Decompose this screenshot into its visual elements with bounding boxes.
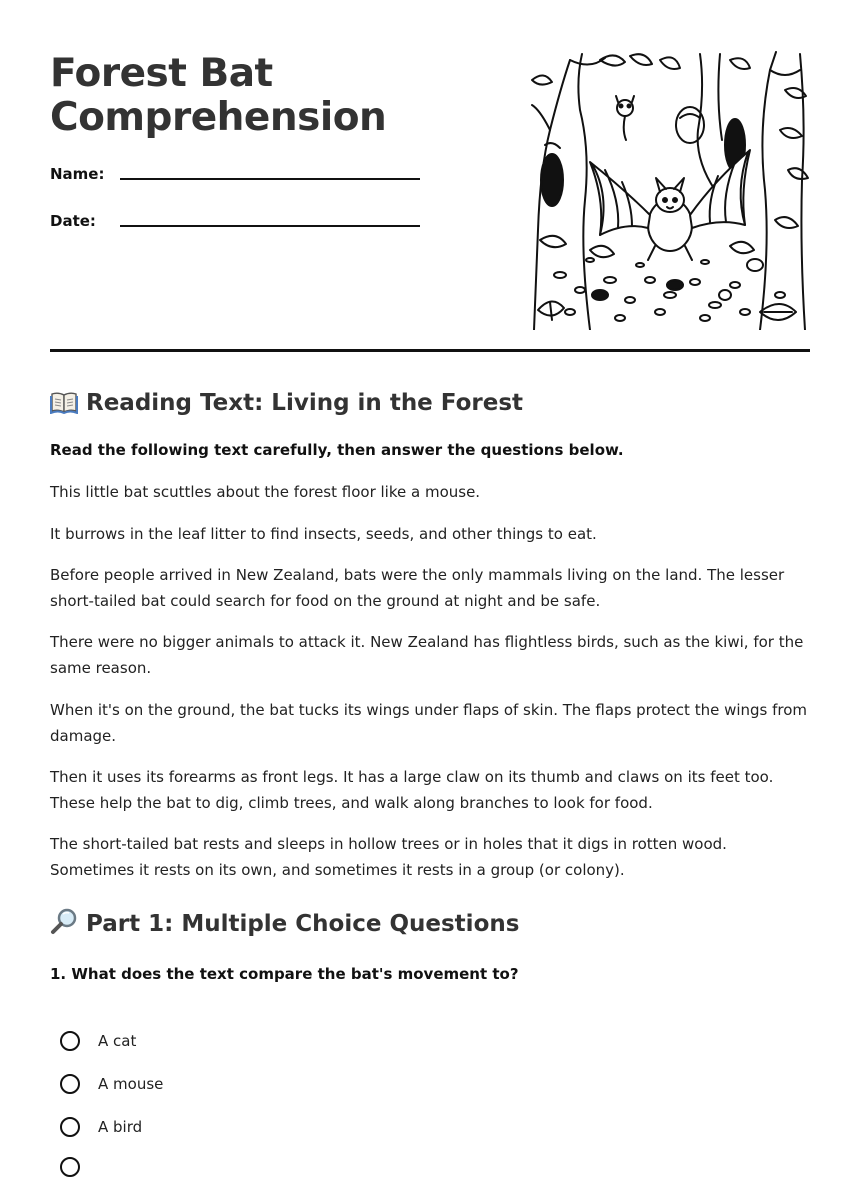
answer-option-b[interactable] [60,1073,360,1099]
answer-option-a[interactable] [60,1030,360,1056]
answer-option-d[interactable] [60,1156,360,1182]
option-label: A bird [98,1118,143,1136]
radio-circle[interactable] [60,1074,80,1094]
radio-circle[interactable] [60,1031,80,1051]
reading-paragraph: Before people arrived in New Zealand, bats were the only mammals living on the land. The lesser short-tailed bat could search for food on the ground at night and be safe. [50,566,785,610]
date-writing-line[interactable] [120,225,420,227]
reading-paragraph: Then it uses its forearms as front legs. It has a large claw on its thumb and claws on its feet too. These help the bat to dig, climb trees, and walk along branches to look for food. [50,768,774,812]
radio-circle[interactable] [60,1117,80,1137]
question-prompt: 1. What does the text compare the bat's movement to? [50,965,519,983]
worksheet-page [50,0,810,1136]
reading-section-heading [50,388,523,422]
part1-section-heading [50,907,519,943]
option-label: A cat [98,1032,137,1050]
reading-paragraph: There were no bigger animals to attack it. New Zealand has flightless birds, such as the kiwi, for the same reason. [50,633,804,677]
reading-instruction: Read the following text carefully, then answer the questions below. [50,441,624,459]
reading-paragraph: This little bat scuttles about the forest floor like a mouse. [50,483,481,501]
worksheet-title: Forest Bat Comprehension [50,51,387,140]
radio-circle[interactable] [60,1157,80,1177]
answer-option-c[interactable] [60,1116,360,1142]
date-field[interactable] [50,211,420,237]
date-label: Date: [50,212,96,230]
name-writing-line[interactable] [120,178,420,180]
option-label: A mouse [98,1075,164,1093]
forest-bat-illustration [530,50,810,330]
reading-paragraph: The short-tailed bat rests and sleeps in hollow trees or in holes that it digs in rotten wood. Sometimes it rests on its own, and sometimes it rests in a group (or colony). [50,835,727,879]
name-label: Name: [50,165,105,183]
reading-heading-text: Reading Text: Living in the Forest [86,390,523,416]
reading-paragraph: It burrows in the leaf litter to find insects, seeds, and other things to eat. [50,525,597,543]
reading-paragraph: When it's on the ground, the bat tucks its wings under flaps of skin. The flaps protect the wings from damage. [50,701,808,745]
name-field[interactable] [50,164,420,190]
magnifying-glass-icon [50,907,80,943]
open-book-icon [50,390,80,422]
worksheet-header [50,0,810,352]
part1-heading-text: Part 1: Multiple Choice Questions [86,911,520,937]
